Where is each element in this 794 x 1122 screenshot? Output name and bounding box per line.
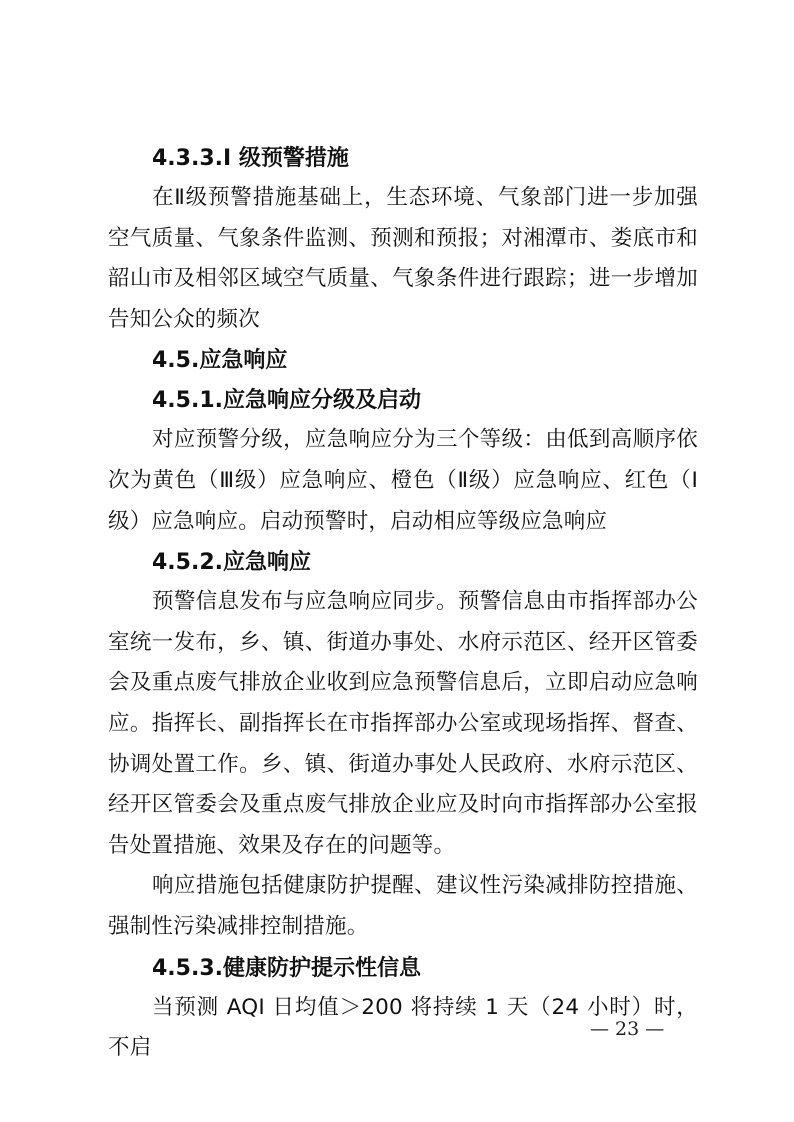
section-heading-4-5-3: 4.5.3.健康防护提示性信息 xyxy=(152,955,421,981)
section-heading-4-5-2: 4.5.2.应急响应 xyxy=(152,550,311,576)
document-body xyxy=(108,140,698,1069)
paragraph-level1-measures: 在Ⅱ级预警措施基础上，生态环境、气象部门进一步加强空气质量、气象条件监测、预测和预报；对湘潭市、娄底市和韶山市及相邻区域空气质量、气象条件进行跟踪；进一步增加告知公众的频次 xyxy=(108,185,698,332)
paragraph-emergency-response: 预警信息发布与应急响应同步。预警信息由市指挥部办公室统一发布，乡、镇、街道办事处、水府示范区、经开区管委会及重点废气排放企业收到应急预警信息后，立即启动应急响应。指挥长、副指挥长在市指挥部办公室或现场指挥、督查、协调处置工作。乡、镇、街道办事处人民政府、水府示范区、经开区管委会及重点废气排放企业应及时向市指挥部办公室报告处置措施、效果及存在的问题等。 xyxy=(108,589,698,858)
page-number: — 23 — xyxy=(590,1018,665,1040)
paragraph-response-measures: 响应措施包括健康防护提醒、建议性污染减排防控措施、强制性污染减排控制措施。 xyxy=(108,873,698,939)
section-heading-4-5: 4.5.应急响应 xyxy=(152,348,288,374)
section-heading-4-3-3: 4.3.3.I 级预警措施 xyxy=(152,146,349,171)
section-heading-4-5-1: 4.5.1.应急响应分级及启动 xyxy=(152,388,421,414)
paragraph-health-protection: 当预测 AQI 日均值＞200 将持续 1 天（24 小时）时，不启 xyxy=(108,994,698,1061)
paragraph-response-levels: 对应预警分级，应急响应分为三个等级：由低到高顺序依次为黄色（Ⅲ级）应急响应、橙色（Ⅱ级）应急响应、红色（Ⅰ级）应急响应。启动预警时，启动相应等级应急响应 xyxy=(108,427,698,534)
